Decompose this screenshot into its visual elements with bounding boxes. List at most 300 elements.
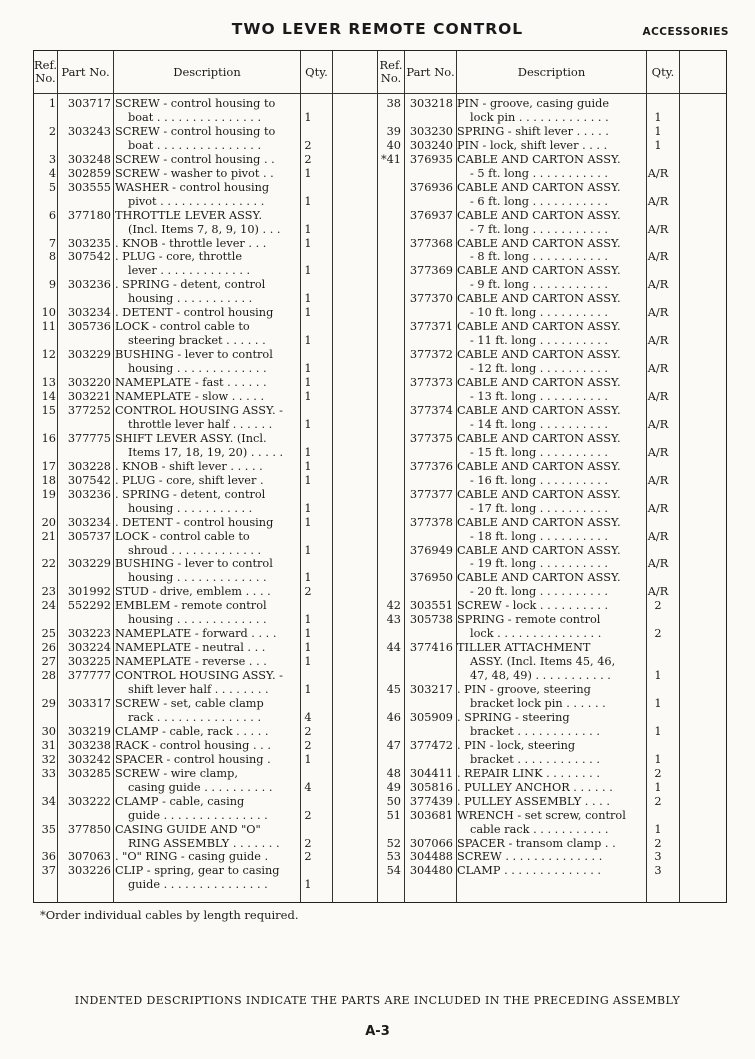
parts-number [401, 753, 453, 767]
parts-ref [377, 292, 401, 306]
parts-number: 307063 [67, 850, 111, 864]
parts-description: bracket . . . . . . . . . . . . [470, 724, 600, 738]
table-row [34, 739, 334, 753]
parts-description: guide . . . . . . . . . . . . . . . [128, 808, 268, 822]
parts-qty: 1 [304, 292, 312, 306]
header-part: Part No. [61, 64, 110, 79]
parts-qty: 1 [654, 724, 662, 738]
table-row [34, 418, 334, 432]
table-row [377, 837, 682, 851]
parts-description: NAMEPLATE - forward . . . . [115, 627, 277, 641]
parts-qty: 2 [304, 738, 312, 752]
parts-description: SPACER - transom clamp . . [457, 836, 616, 850]
parts-number [401, 334, 453, 348]
parts-qty: 4 [304, 780, 312, 794]
table-row [34, 111, 334, 125]
header-ref-right: Ref. No. [379, 58, 403, 85]
parts-description: CABLE AND CARTON ASSY. [457, 403, 621, 417]
parts-number [56, 111, 111, 125]
table-row [377, 864, 682, 878]
parts-ref [377, 376, 401, 390]
parts-number: 377777 [67, 669, 111, 683]
parts-number: 303242 [67, 752, 111, 766]
parts-description: TILLER ATTACHMENT [457, 641, 591, 655]
table-row [377, 585, 682, 599]
parts-description: . DETENT - control housing [115, 515, 274, 529]
parts-number: 305738 [409, 613, 453, 627]
parts-qty [643, 711, 673, 725]
parts-ref [34, 139, 56, 153]
table-row [34, 683, 334, 697]
table-row [377, 627, 682, 641]
parts-qty: 1 [654, 138, 662, 152]
parts-qty: A/R [647, 557, 669, 571]
table-row [34, 153, 334, 167]
table-row [377, 195, 682, 209]
parts-ref [377, 111, 401, 125]
parts-qty: 1 [304, 334, 312, 348]
table-row [34, 502, 334, 516]
parts-description: ASSY. (Incl. Items 45, 46, [470, 655, 616, 669]
parts-qty [301, 348, 315, 362]
parts-qty: 2 [654, 627, 662, 641]
table-row [377, 139, 682, 153]
table-row [34, 599, 334, 613]
parts-number: 377472 [409, 738, 453, 752]
parts-ref: 11 [41, 320, 56, 334]
table-row [377, 390, 682, 404]
parts-description: . PULLEY ANCHOR . . . . . . [457, 780, 613, 794]
parts-number: 303230 [409, 124, 453, 138]
parts-ref [377, 306, 401, 320]
parts-qty: 1 [304, 501, 312, 515]
table-row [377, 795, 682, 809]
parts-ref [377, 544, 401, 558]
parts-qty: 1 [304, 683, 312, 697]
parts-description: CLAMP - cable, rack . . . . . [115, 724, 269, 738]
table-row [34, 530, 334, 544]
parts-ref [377, 390, 401, 404]
parts-description: CABLE AND CARTON ASSY. [457, 236, 621, 250]
parts-qty: 2 [304, 850, 312, 864]
parts-description: guide . . . . . . . . . . . . . . . [128, 878, 268, 892]
parts-number: 303243 [67, 124, 111, 138]
parts-description: throttle lever half . . . . . . [128, 417, 273, 431]
parts-ref [34, 544, 56, 558]
parts-qty [643, 739, 673, 753]
parts-description: . KNOB - shift lever . . . . . [115, 459, 263, 473]
parts-qty: 2 [304, 585, 312, 599]
parts-qty: A/R [647, 278, 669, 292]
parts-ref: 40 [386, 138, 401, 152]
parts-ref: 13 [41, 376, 56, 390]
parts-ref: 47 [386, 738, 401, 752]
parts-qty [643, 376, 673, 390]
parts-number: 377370 [409, 292, 453, 306]
parts-description: . SPRING - detent, control [115, 487, 266, 501]
parts-number [401, 167, 453, 181]
table-row [34, 557, 334, 571]
table-row [377, 599, 682, 613]
parts-number [401, 390, 453, 404]
parts-number [56, 837, 111, 851]
parts-qty: 1 [304, 236, 312, 250]
parts-ref: 43 [386, 613, 401, 627]
parts-qty: 1 [304, 110, 312, 124]
parts-ref [377, 753, 401, 767]
parts-qty: A/R [647, 585, 669, 599]
parts-ref [377, 655, 401, 669]
parts-qty [301, 530, 315, 544]
parts-description: - 9 ft. long . . . . . . . . . . . [470, 278, 609, 292]
parts-ref: 14 [41, 390, 56, 404]
parts-ref: 52 [386, 836, 401, 850]
parts-qty: 3 [654, 864, 662, 878]
parts-ref: 46 [386, 710, 401, 724]
parts-number [56, 139, 111, 153]
parts-number: 377374 [409, 403, 453, 417]
parts-number: 377377 [409, 487, 453, 501]
parts-qty [301, 823, 315, 837]
parts-description: . PIN - lock, steering [457, 738, 576, 752]
parts-description: CABLE AND CARTON ASSY. [457, 292, 621, 306]
parts-ref: 44 [386, 641, 401, 655]
parts-qty: 1 [304, 445, 312, 459]
parts-description: SCREW - control housing to [115, 97, 276, 110]
parts-description: CABLE AND CARTON ASSY. [457, 376, 621, 390]
parts-description: NAMEPLATE - neutral . . . [115, 641, 266, 655]
parts-ref [34, 292, 56, 306]
parts-number [401, 697, 453, 711]
parts-description: RACK - control housing . . . [115, 738, 271, 752]
parts-qty [301, 320, 315, 334]
table-row [377, 167, 682, 181]
parts-description: boat . . . . . . . . . . . . . . . [128, 110, 262, 124]
table-row [34, 348, 334, 362]
parts-number: 376950 [409, 571, 453, 585]
table-row [377, 781, 682, 795]
parts-qty [643, 488, 673, 502]
table-row [34, 767, 334, 781]
parts-ref [34, 223, 56, 237]
table-row [377, 669, 682, 683]
parts-ref [377, 181, 401, 195]
parts-ref [377, 404, 401, 418]
parts-description: 47, 48, 49) . . . . . . . . . . . [470, 669, 611, 683]
parts-description: SCREW - washer to pivot . . [115, 166, 274, 180]
parts-description: pivot . . . . . . . . . . . . . . . [128, 194, 265, 208]
parts-description: lock pin . . . . . . . . . . . . . [470, 110, 609, 124]
parts-ref [377, 446, 401, 460]
parts-qty [643, 460, 673, 474]
parts-number: 303217 [409, 683, 453, 697]
table-row [377, 571, 682, 585]
parts-number: 304480 [409, 864, 453, 878]
table-row [34, 753, 334, 767]
table-row [377, 306, 682, 320]
parts-number [56, 781, 111, 795]
parts-description: BUSHING - lever to control [115, 557, 273, 571]
parts-ref [34, 683, 56, 697]
parts-number [401, 446, 453, 460]
parts-ref: 50 [386, 794, 401, 808]
parts-ref [377, 264, 401, 278]
parts-ref: 8 [48, 250, 56, 264]
parts-ref [34, 781, 56, 795]
parts-qty: A/R [647, 390, 669, 404]
parts-number [401, 474, 453, 488]
parts-ref: 53 [386, 850, 401, 864]
parts-description: housing . . . . . . . . . . . [128, 501, 253, 515]
parts-number: 377180 [67, 208, 111, 222]
table-row [34, 711, 334, 725]
parts-description: SCREW - control housing . . [115, 152, 275, 166]
parts-description: - 7 ft. long . . . . . . . . . . . [470, 222, 609, 236]
parts-qty [301, 767, 315, 781]
page-number: A-3 [365, 1024, 390, 1039]
parts-description: STUD - drive, emblem . . . . [115, 585, 271, 599]
table-row [377, 334, 682, 348]
parts-ref [377, 627, 401, 641]
parts-description: . PLUG - core, shift lever . [115, 473, 264, 487]
parts-description: . SPRING - detent, control [115, 278, 266, 292]
parts-qty: 1 [304, 417, 312, 431]
parts-number: 307542 [67, 250, 111, 264]
parts-description: CABLE AND CARTON ASSY. [457, 515, 621, 529]
parts-description: housing . . . . . . . . . . . . . [128, 571, 267, 585]
parts-qty [301, 669, 315, 683]
parts-description: casing guide . . . . . . . . . . [128, 780, 273, 794]
table-row [377, 725, 682, 739]
parts-number [56, 418, 111, 432]
parts-description: BUSHING - lever to control [115, 348, 273, 362]
parts-qty [301, 209, 315, 223]
parts-qty: 2 [304, 808, 312, 822]
parts-qty: 1 [654, 780, 662, 794]
parts-number [401, 223, 453, 237]
parts-number [401, 655, 453, 669]
parts-description: CABLE AND CARTON ASSY. [457, 348, 621, 362]
parts-ref [377, 237, 401, 251]
left-parts-list [34, 97, 334, 892]
parts-description: SCREW - lock . . . . . . . . . . [457, 599, 609, 613]
parts-ref: 51 [386, 808, 401, 822]
parts-qty [301, 599, 315, 613]
parts-number [56, 502, 111, 516]
parts-qty: 2 [654, 766, 662, 780]
parts-qty: 2 [304, 724, 312, 738]
parts-ref: 48 [386, 766, 401, 780]
parts-qty: 1 [304, 390, 312, 404]
right-parts-list [377, 97, 682, 878]
parts-number: 377252 [67, 403, 111, 417]
table-row [34, 641, 334, 655]
parts-number: 303317 [67, 696, 111, 710]
parts-description: boat . . . . . . . . . . . . . . . [128, 138, 262, 152]
parts-qty: 1 [304, 264, 312, 278]
parts-ref [377, 432, 401, 446]
parts-qty [643, 516, 673, 530]
parts-number: 303229 [67, 557, 111, 571]
parts-number [56, 613, 111, 627]
parts-number [401, 530, 453, 544]
parts-ref: 27 [41, 655, 56, 669]
table-row [34, 362, 334, 376]
parts-number [401, 306, 453, 320]
parts-qty: 1 [304, 362, 312, 376]
table-row [377, 237, 682, 251]
parts-qty: 1 [304, 627, 312, 641]
table-row [34, 432, 334, 446]
parts-description: NAMEPLATE - reverse . . . [115, 655, 267, 669]
page-title: TWO LEVER REMOTE CONTROL [231, 20, 524, 38]
table-row [377, 209, 682, 223]
parts-number: 307542 [67, 473, 111, 487]
parts-ref: 15 [41, 403, 56, 417]
parts-number: 304411 [409, 766, 453, 780]
parts-description: - 15 ft. long . . . . . . . . . . [470, 445, 609, 459]
parts-qty: A/R [647, 529, 669, 543]
header-description: Description [173, 64, 241, 79]
parts-ref: 5 [48, 180, 56, 194]
parts-qty: 1 [304, 166, 312, 180]
parts-ref [377, 488, 401, 502]
parts-number [401, 669, 453, 683]
table-row [377, 404, 682, 418]
parts-description: NAMEPLATE - slow . . . . . [115, 390, 265, 404]
parts-number: 303218 [409, 97, 453, 110]
parts-ref [377, 669, 401, 683]
parts-description: SPACER - control housing . [115, 752, 271, 766]
parts-number: 303240 [409, 138, 453, 152]
parts-qty: A/R [647, 222, 669, 236]
parts-number: 303221 [67, 390, 111, 404]
parts-ref: 23 [41, 585, 56, 599]
parts-qty [301, 557, 315, 571]
parts-ref: 54 [386, 864, 401, 878]
parts-number: 377439 [409, 794, 453, 808]
parts-description: CABLE AND CARTON ASSY. [457, 320, 621, 334]
parts-description: SCREW - control housing to [115, 124, 276, 138]
parts-qty [643, 432, 673, 446]
parts-description: shift lever half . . . . . . . . [128, 683, 269, 697]
table-row [377, 557, 682, 571]
parts-ref [377, 334, 401, 348]
parts-qty: 1 [304, 543, 312, 557]
parts-qty: A/R [647, 334, 669, 348]
parts-ref: 9 [48, 278, 56, 292]
parts-number: 377372 [409, 348, 453, 362]
parts-number: 377375 [409, 431, 453, 445]
parts-number: 377373 [409, 376, 453, 390]
parts-number: 377371 [409, 320, 453, 334]
table-row [34, 181, 334, 195]
parts-ref [34, 502, 56, 516]
parts-qty [643, 641, 673, 655]
parts-number [56, 334, 111, 348]
parts-qty: A/R [647, 250, 669, 264]
parts-number: 303234 [67, 515, 111, 529]
parts-qty: 1 [654, 752, 662, 766]
parts-number: 303285 [67, 766, 111, 780]
parts-qty: 1 [304, 655, 312, 669]
parts-description: RING ASSEMBLY . . . . . . . [128, 836, 280, 850]
parts-ref: 21 [41, 529, 56, 543]
parts-number: 303681 [409, 808, 453, 822]
table-row [377, 641, 682, 655]
parts-qty [301, 697, 315, 711]
parts-ref: 39 [386, 124, 401, 138]
parts-number: 377369 [409, 264, 453, 278]
parts-number: 302859 [67, 166, 111, 180]
parts-description: lever . . . . . . . . . . . . . [128, 264, 251, 278]
parts-qty: A/R [647, 501, 669, 515]
table-row [377, 753, 682, 767]
table-row [377, 530, 682, 544]
table-row [34, 195, 334, 209]
table-row [34, 669, 334, 683]
parts-description: PIN - lock, shift lever . . . . [457, 138, 608, 152]
parts-ref: 2 [48, 124, 56, 138]
table-row [34, 376, 334, 390]
table-row [34, 878, 334, 892]
parts-qty: 2 [304, 152, 312, 166]
parts-description: - 14 ft. long . . . . . . . . . . [470, 417, 609, 431]
parts-number: 377368 [409, 236, 453, 250]
parts-description: . PULLEY ASSEMBLY . . . . [457, 794, 610, 808]
table-row [377, 446, 682, 460]
parts-ref [377, 516, 401, 530]
header-part-right: Part No. [406, 64, 455, 79]
parts-description: SCREW . . . . . . . . . . . . . . [457, 850, 603, 864]
parts-qty: 1 [304, 878, 312, 892]
parts-description: shroud . . . . . . . . . . . . . [128, 543, 262, 557]
parts-ref [377, 530, 401, 544]
table-row [34, 404, 334, 418]
parts-number: 303229 [67, 348, 111, 362]
parts-qty: A/R [647, 194, 669, 208]
parts-ref: 36 [41, 850, 56, 864]
parts-description: CLAMP - cable, casing [115, 794, 245, 808]
table-row [377, 711, 682, 725]
parts-qty [643, 655, 673, 669]
parts-description: - 19 ft. long . . . . . . . . . . [470, 557, 609, 571]
parts-ref: 17 [41, 459, 56, 473]
parts-ref: 7 [48, 236, 56, 250]
parts-description: rack . . . . . . . . . . . . . . . [128, 710, 262, 724]
parts-qty: 1 [304, 306, 312, 320]
parts-ref: 3 [48, 152, 56, 166]
parts-description: . DETENT - control housing [115, 306, 274, 320]
parts-ref [377, 725, 401, 739]
parts-description: CLAMP . . . . . . . . . . . . . . [457, 864, 602, 878]
parts-qty [643, 348, 673, 362]
parts-number: 303555 [67, 180, 111, 194]
parts-qty: 1 [304, 222, 312, 236]
table-row [377, 250, 682, 264]
parts-number [56, 544, 111, 558]
table-row [34, 781, 334, 795]
parts-number: 304488 [409, 850, 453, 864]
parts-number [56, 362, 111, 376]
table-row [34, 837, 334, 851]
parts-description: - 11 ft. long . . . . . . . . . . [470, 334, 609, 348]
parts-description: CABLE AND CARTON ASSY. [457, 431, 621, 445]
parts-ref: 37 [41, 864, 56, 878]
parts-ref [34, 418, 56, 432]
table-row [377, 320, 682, 334]
parts-qty [301, 488, 315, 502]
